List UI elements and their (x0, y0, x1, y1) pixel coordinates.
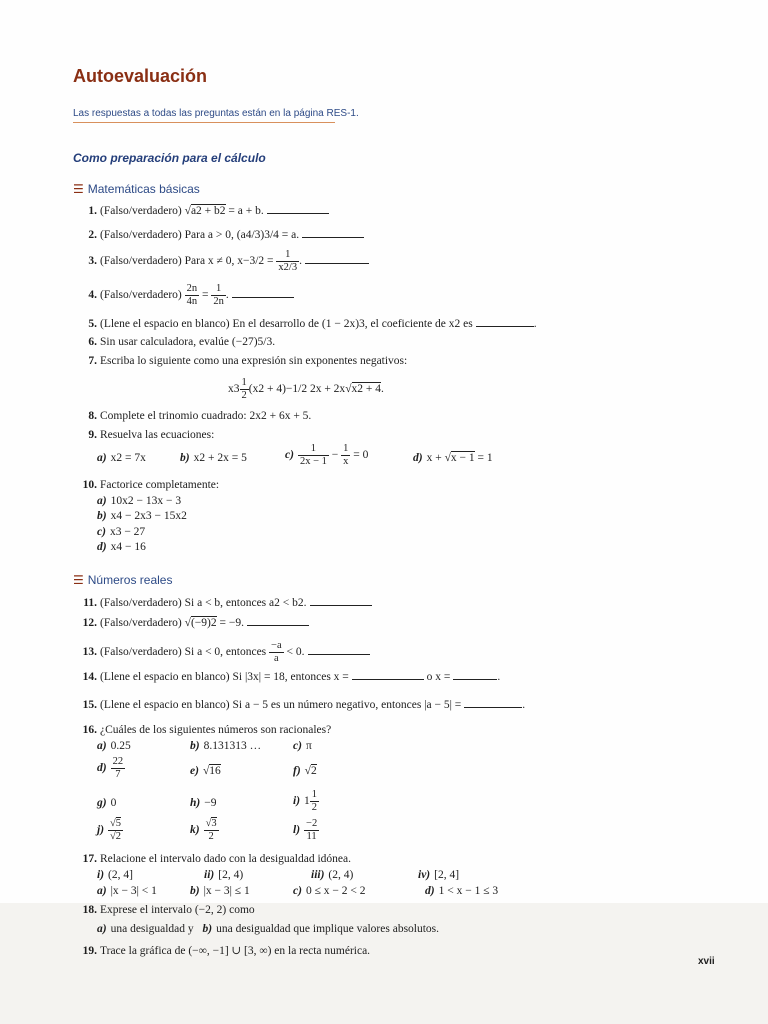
section-heading-reals: ☰ Números reales (73, 573, 173, 587)
q10-part-b: b) x4 − 2x3 − 15x2 (97, 510, 187, 522)
question-15: 15. (Llene el espacio en blanco) Si a − 5 es un número negativo, entonces |a − 5| = . (82, 699, 526, 711)
q17-interval-iii: iii) (2, 4) (311, 869, 354, 881)
question-10: 10. Factorice completamente: (82, 479, 220, 491)
q17-interval-i: i) (2, 4] (97, 869, 133, 881)
bottom-shaded-band (0, 903, 768, 1024)
question-7-expression: x3 $\frac{1}{2}$ (x2 + 4)−1/2 2x + 2x√x2 + 4. (228, 377, 384, 402)
question-14: 14. (Llene el espacio en blanco) Si |3x| = 18, entonces x = o x = . (82, 671, 501, 683)
q16-part-l: l) $\frac{-2}{11}$ (293, 818, 318, 843)
question-6: 6. Sin usar calculadora, evalúe (−27)5/3. (88, 336, 276, 348)
q17-interval-iv: iv) [2, 4] (418, 869, 460, 881)
q17-option-a: a) |x − 3| < 1 (97, 885, 157, 897)
q9-part-a: a) x2 = 7x (97, 452, 146, 464)
question-1: 1. (Falso/verdadero) √a2 + b2 = a + b. (76, 205, 329, 217)
question-11: 11. (Falso/verdadero) Si a < b, entonces a2 < b2. (76, 597, 372, 609)
subsection-title: Como preparación para el cálculo (73, 151, 266, 165)
question-7: 7. Escriba lo siguiente como una expresión sin exponentes negativos: (88, 355, 408, 367)
q16-part-d: d) $\frac{22}{7}$ (97, 756, 124, 781)
q16-part-k: k) $\frac{√3}{2}$ (190, 818, 217, 843)
q9-part-d: d) x + √x − 1 = 1 (413, 452, 493, 464)
q16-part-e: e) √16 (190, 765, 221, 777)
q16-part-f: f) √2 (293, 765, 317, 777)
answers-note: Las respuestas a todas las preguntas están en la página RES-1. (73, 108, 359, 119)
q17-option-b: b) |x − 3| ≤ 1 (190, 885, 250, 897)
q18-parts: a) una desigualdad y b) una desigualdad que implique valores absolutos. (97, 923, 440, 935)
question-4: 4. (Falso/verdadero) $\frac{2n}{4n}$ = $\frac{1}{2n}$ . (76, 283, 294, 308)
question-3: 3. (Falso/verdadero) Para x ≠ 0, x−3/2 = $\frac{1}{x2/3}$ . (76, 249, 369, 274)
question-8: 8. Complete el trinomio cuadrado: 2x2 + 6x + 5. (88, 410, 312, 422)
q9-part-b: b) x2 + 2x = 5 (180, 452, 247, 464)
q16-part-a: a) 0.25 (97, 740, 131, 752)
question-5: 5. (Llene el espacio en blanco) En el desarrollo de (1 − 2x)3, el coeficiente de x2 es . (88, 318, 537, 330)
list-icon: ☰ (73, 573, 84, 587)
question-19: 19. Trace la gráfica de (−∞, −1] ∪ [3, ∞) en la recta numérica. (82, 945, 371, 957)
q10-part-a: a) 10x2 − 13x − 3 (97, 495, 182, 507)
q16-part-j: j) $\frac{√5}{√2}$ (97, 818, 122, 843)
q16-part-b: b) 8.131313 … (190, 740, 262, 752)
question-13: 13. (Falso/verdadero) Si a < 0, entonces $\frac{-a}{a}$ < 0. (76, 640, 370, 665)
q16-part-h: h) −9 (190, 797, 217, 809)
list-icon: ☰ (73, 182, 84, 196)
question-12: 12. (Falso/verdadero) √(−9)2 = −9. (76, 617, 309, 629)
q9-part-c: c) $\frac{1}{2x - 1}$ − $\frac{1}{x}$ = 0 (285, 443, 369, 468)
question-9: 9. Resuelva las ecuaciones: (88, 429, 215, 441)
q10-part-c: c) x3 − 27 (97, 526, 146, 538)
question-18: 18. Exprese el intervalo (−2, 2) como (82, 904, 255, 916)
note-underline (73, 122, 335, 123)
question-17: 17. Relacione el intervalo dado con la desigualdad idónea. (82, 853, 351, 865)
q16-part-i: i) 1 $\frac{1}{2}$ (293, 789, 318, 814)
section-heading-basic: ☰ Matemáticas básicas (73, 182, 200, 196)
q10-part-d: d) x4 − 16 (97, 541, 146, 553)
q17-option-c: c) 0 ≤ x − 2 < 2 (293, 885, 366, 897)
q16-part-g: g) 0 (97, 797, 117, 809)
question-2: 2. (Falso/verdadero) Para a > 0, (a4/3)3/4 = a. (76, 229, 364, 241)
question-16: 16. ¿Cuáles de los siguientes números son racionales? (82, 724, 332, 736)
page-number: xvii (698, 956, 715, 967)
page-title: Autoevaluación (73, 66, 208, 86)
q17-option-d: d) 1 < x − 1 ≤ 3 (425, 885, 499, 897)
q16-part-c: c) π (293, 740, 312, 752)
q17-interval-ii: ii) [2, 4) (204, 869, 244, 881)
